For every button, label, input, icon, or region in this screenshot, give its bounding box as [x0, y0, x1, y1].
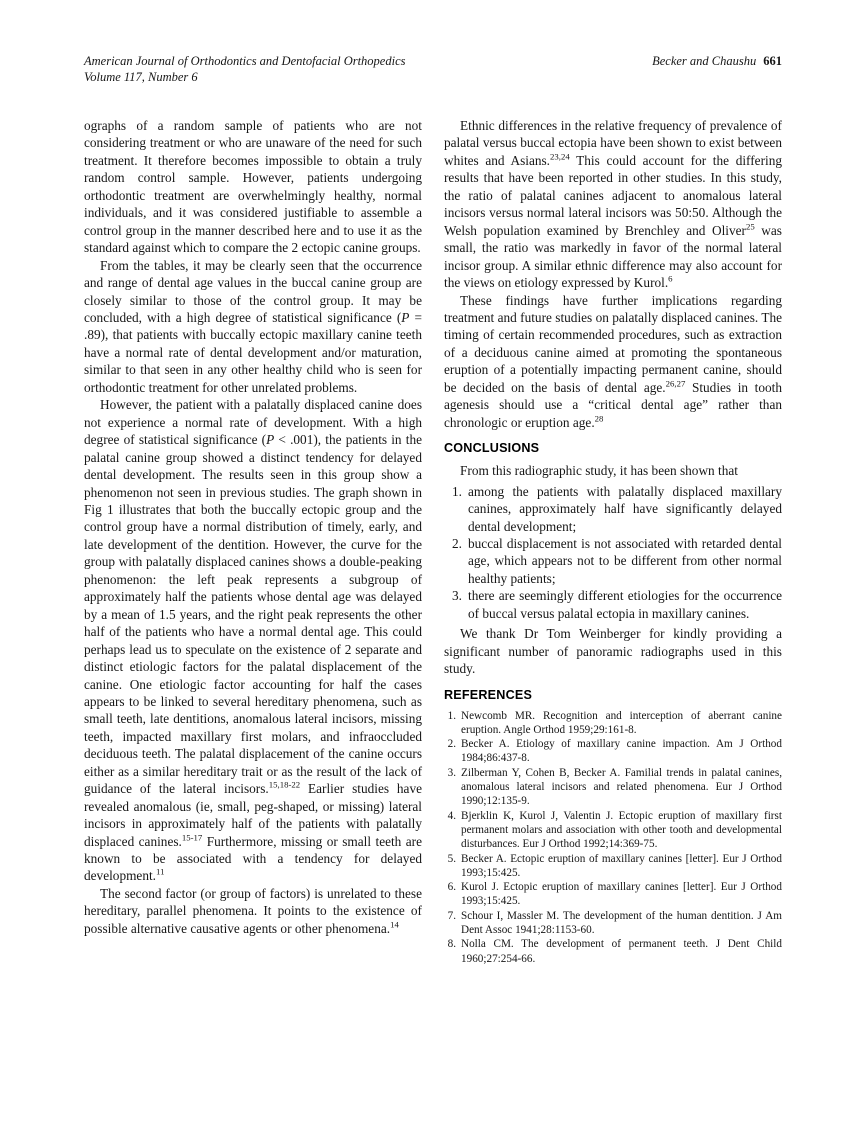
text-run: P	[401, 309, 410, 325]
journal-volume: Volume 117, Number 6	[84, 69, 198, 84]
paragraph	[84, 117, 422, 257]
list-item-number: 2.	[452, 535, 462, 551]
right-column-paragraphs	[444, 117, 782, 431]
list-item-text: Becker A. Ectopic eruption of maxillary canines [letter]. Eur J Orthod 1993;15:425.	[461, 852, 782, 879]
list-item	[444, 535, 782, 587]
reference-superscript: 15-17	[181, 832, 203, 843]
list-item-text: Bjerklin K, Kurol J, Valentin J. Ectopic eruption of maxillary first permanent molars and association with other tooth and developmental disturbances. Eur J Orthod 1992;14:369-75.	[461, 809, 782, 851]
list-item-number: 4.	[447, 809, 456, 822]
list-item-text: Becker A. Etiology of maxillary canine impaction. Am J Orthod 1984;86:437-8.	[461, 738, 782, 765]
list-item-text: buccal displacement is not associated with retarded dental age, which appears not to be different from other normal healthy patients;	[468, 535, 782, 586]
text-run: From the tables, it may be clearly seen that the occurrence and range of dental age values in the buccal canine group are closely similar to those of the control group. It may be concluded, with a high degree of statistical significance (	[84, 257, 422, 325]
reference-superscript: 15,18-22	[268, 779, 301, 790]
paragraph	[84, 885, 422, 937]
list-item-number: 3.	[447, 766, 456, 779]
paragraph	[84, 396, 422, 885]
text-run: This could account for the differing results that have been reported in other studies. In this study, the ratio of palatal canines adjacent to anomalous lateral incisors versus normal lateral incisors was 50:50. Although the Welsh population examined by Brenchley and Oliver	[444, 152, 782, 238]
text-run: Studies in tooth agenesis should use a “critical dental age” rather than chronologic or eruption age.	[444, 379, 782, 430]
list-item-number: 5.	[447, 852, 456, 865]
list-item-number: 2.	[447, 738, 456, 751]
list-item	[444, 737, 782, 766]
paragraph	[444, 117, 782, 292]
authors-and-page	[652, 54, 782, 70]
conclusions-intro: From this radiographic study, it has been shown that	[460, 463, 738, 479]
text-run: These findings have further implications regarding treatment and future studies on palatally displaced canines. The timing of certain recommended procedures, such as extraction of a deciduous canine aimed at promoting the spontaneous eruption of a potentially impacting permanent canine, should be decided on the basis of dental age.	[444, 292, 782, 395]
list-item-number: 8.	[447, 938, 456, 951]
list-item	[444, 766, 782, 809]
list-item	[444, 809, 782, 852]
text-run: Ethnic differences in the relative frequency of prevalence of palatal versus buccal ectopia have been shown to exist between whites and Asians.	[444, 118, 782, 168]
list-item-number: 6.	[447, 881, 456, 894]
conclusions-list	[444, 483, 782, 623]
references-heading: REFERENCES	[444, 687, 533, 702]
list-item	[444, 587, 782, 622]
reference-superscript: 23,24	[550, 151, 570, 162]
running-authors: Becker and Chaushu	[652, 54, 757, 68]
list-item	[444, 909, 782, 938]
text-run: ographs of a random sample of patients who are not considering treatment or who are unaware of the need for such treatment. It therefore becomes impossible to obtain a truly random control sample. However, patients undergoing orthodontic treatment are overwhelmingly healthy, normal individuals, and it was considered justifiable to assemble a control group in the manner described here and to use it as the standard against which to compare the 2 ectopic canine groups.	[84, 118, 422, 256]
reference-superscript: 28	[594, 413, 604, 424]
left-column	[84, 117, 422, 966]
journal-title: American Journal of Orthodontics and Dentofacial Orthopedics	[84, 54, 406, 68]
list-item	[444, 937, 782, 966]
conclusions-heading: CONCLUSIONS	[444, 441, 540, 456]
list-item-text: Schour I, Massler M. The development of the human dentition. J Am Dent Assoc 1941;28:1153-60.	[461, 909, 782, 937]
right-column	[444, 117, 782, 966]
list-item-text: Nolla CM. The development of permanent teeth. J Dent Child 1960;27:254-66.	[461, 938, 782, 965]
list-item-number: 7.	[447, 909, 456, 922]
paragraph	[84, 257, 422, 397]
acknowledgment: We thank Dr Tom Weinberger for kindly providing a significant number of panoramic radiographs used in this study.	[444, 626, 782, 677]
text-run: P	[266, 432, 275, 448]
page-body	[84, 117, 782, 966]
paragraph	[444, 292, 782, 432]
references-list	[444, 709, 782, 966]
list-item-text: Zilberman Y, Cohen B, Becker A. Familial trends in palatal canines, anomalous lateral incisors and related phenomena. Eur J Orthod 1990;12:135-9.	[461, 766, 782, 808]
list-item-text: there are seemingly different etiologies for the occurrence of buccal versus palatal ectopia in maxillary canines.	[468, 588, 782, 621]
journal-info	[84, 54, 406, 85]
list-item	[444, 709, 782, 738]
text-run: Earlier studies have revealed anomalous (ie, small, peg-shaped, or missing) lateral incisors in approximately half of the patients with palatally displaced canines.	[84, 781, 422, 849]
list-item	[444, 880, 782, 909]
reference-superscript: 6	[668, 273, 673, 284]
reference-superscript: 14	[390, 919, 399, 930]
text-run: = .89), that patients with buccally ectopic maxillary canine teeth have a normal rate of dental development and/or maturation, similar to that seen in any other healthy child who is seen for orthodontic treatment for other unrelated problems.	[84, 309, 422, 395]
running-head	[84, 54, 782, 85]
page-number: 661	[763, 54, 782, 68]
left-column-paragraphs	[84, 117, 422, 937]
reference-superscript: 25	[745, 221, 755, 232]
list-item	[444, 852, 782, 881]
text-run: < .001), the patients in the palatal canine group showed a distinct tendency for delayed dental development. The results seen in this group show a phenomenon not seen in previous studies. The graph shown in Fig 1 illustrates that both the buccally ectopic group and the control group have a normal distribution of timely, early, and late development of the dentition. However, the curve for the group with palatally displaced canines shows a double-peaking phenomenon: the left peak represents a subgroup of approximately half the patients whose dental age was delayed by a mean of 1.5 years, and the right peak represents the other half of the patients who have a normal dental age. This could perhaps lead us to speculate on the existence of 2 separate and distinct etiologic factors for the palatal displacement of the canine. One etiologic factor accounting for half the cases appears to be linked to several hereditary phenomena, such as small teeth, late dentitions, anomalous lateral incisors, missing teeth, impacted maxillary first molars, and infraoccluded deciduous teeth. The palatal displacement of the canine occurs either as a similar hereditary trait or as the result of the lack of guidance of the lateral incisors.	[84, 432, 422, 797]
list-item-number: 3.	[452, 588, 462, 604]
list-item-text: Kurol J. Ectopic eruption of maxillary canines [letter]. Eur J Orthod 1993;15:425.	[461, 881, 782, 908]
text-run: Furthermore, missing or small teeth are known to be associated with a tendency for delayed development.	[84, 833, 422, 884]
reference-superscript: 11	[156, 867, 165, 878]
list-item-text: Newcomb MR. Recognition and interception of aberrant canine eruption. Angle Orthod 1959;29:161-8.	[461, 709, 782, 736]
list-item-text: among the patients with palatally displaced maxillary canines, approximately half have significantly delayed dental development;	[468, 483, 782, 534]
text-run: However, the patient with a palatally displaced canine does not experience a normal rate of development. With a high degree of statistical significance (	[84, 397, 422, 448]
list-item-number: 1.	[447, 709, 456, 722]
text-run: was small, the ratio was markedly in favor of the normal lateral incisor group. A similar ethnic difference may also account for the views on etiology expressed by Kurol.	[444, 222, 782, 291]
list-item-number: 1.	[452, 483, 462, 499]
list-item	[444, 483, 782, 535]
reference-superscript: 26,27	[665, 378, 686, 389]
text-run: The second factor (or group of factors) is unrelated to these hereditary, parallel phenomena. It points to the existence of possible alternative causative agents or other phenomena.	[84, 885, 422, 936]
